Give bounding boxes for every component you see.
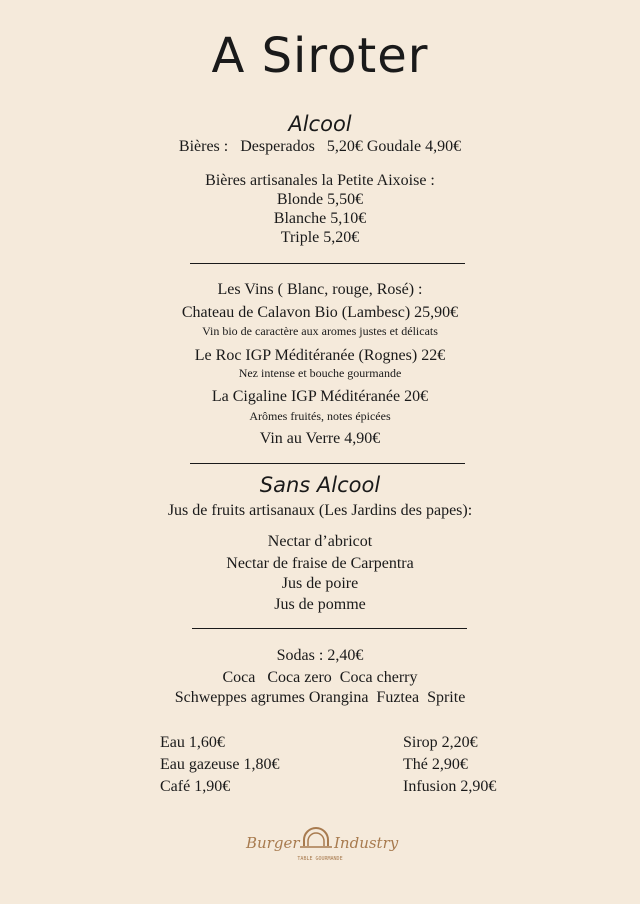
- artisanale-item: Triple 5,20€: [280, 229, 360, 246]
- vin-name: Le Roc IGP Méditéranée (Rognes) 22€: [194, 347, 446, 364]
- divider: [190, 263, 465, 264]
- sodas-heading: Sodas : 2,40€: [276, 647, 364, 664]
- vin-description: Nez intense et bouche gourmande: [238, 366, 402, 380]
- vin-name: La Cigaline IGP Méditéranée 20€: [211, 388, 429, 405]
- list-item: Café 1,90€: [160, 778, 231, 795]
- jus-item: Jus de pomme: [274, 596, 366, 613]
- cloche-inner-icon: [308, 833, 324, 846]
- burger-industry-logo: [240, 818, 400, 868]
- bieres-line: Bières : Desperados 5,20€ Goudale 4,90€: [178, 138, 462, 155]
- logo-tagline: TABLE GOURMANDE: [297, 856, 343, 862]
- list-item: Sirop 2,20€: [403, 734, 478, 751]
- list-item: Eau gazeuse 1,80€: [160, 756, 280, 773]
- jus-item: Nectar de fraise de Carpentra: [226, 555, 414, 572]
- sodas-line: Coca Coca zero Coca cherry: [222, 669, 418, 686]
- list-item: Thé 2,90€: [403, 756, 468, 773]
- page-title: A Siroter: [211, 28, 429, 84]
- left-drinks-list: [160, 732, 280, 798]
- sodas-line: Schweppes agrumes Orangina Fuztea Sprite: [174, 689, 466, 706]
- jus-item: Nectar d’abricot: [267, 533, 373, 550]
- artisanales-heading: Bières artisanales la Petite Aixoise :: [205, 172, 435, 189]
- right-drinks-list: [403, 732, 496, 798]
- jus-heading: Jus de fruits artisanaux (Les Jardins des papes):: [167, 502, 473, 519]
- vin-au-verre: Vin au Verre 4,90€: [259, 430, 381, 447]
- sans-alcool-heading: Sans Alcool: [259, 473, 381, 497]
- vins-heading: Les Vins ( Blanc, rouge, Rosé) :: [217, 281, 423, 298]
- vin-description: Arômes fruités, notes épicées: [249, 409, 391, 423]
- vin-description: Vin bio de caractère aux aromes justes et délicats: [202, 324, 438, 338]
- alcool-heading: Alcool: [288, 112, 352, 136]
- list-item: Eau 1,60€: [160, 734, 225, 751]
- list-item: Infusion 2,90€: [403, 778, 497, 795]
- divider: [190, 463, 465, 464]
- logo-text-right: Industry: [334, 834, 399, 852]
- jus-item: Jus de poire: [281, 575, 359, 592]
- vin-name: Chateau de Calavon Bio (Lambesc) 25,90€: [181, 304, 459, 321]
- divider: [192, 628, 467, 629]
- logo-text-left: Burger: [246, 834, 300, 852]
- artisanale-item: Blanche 5,10€: [273, 210, 367, 227]
- artisanale-item: Blonde 5,50€: [276, 191, 364, 208]
